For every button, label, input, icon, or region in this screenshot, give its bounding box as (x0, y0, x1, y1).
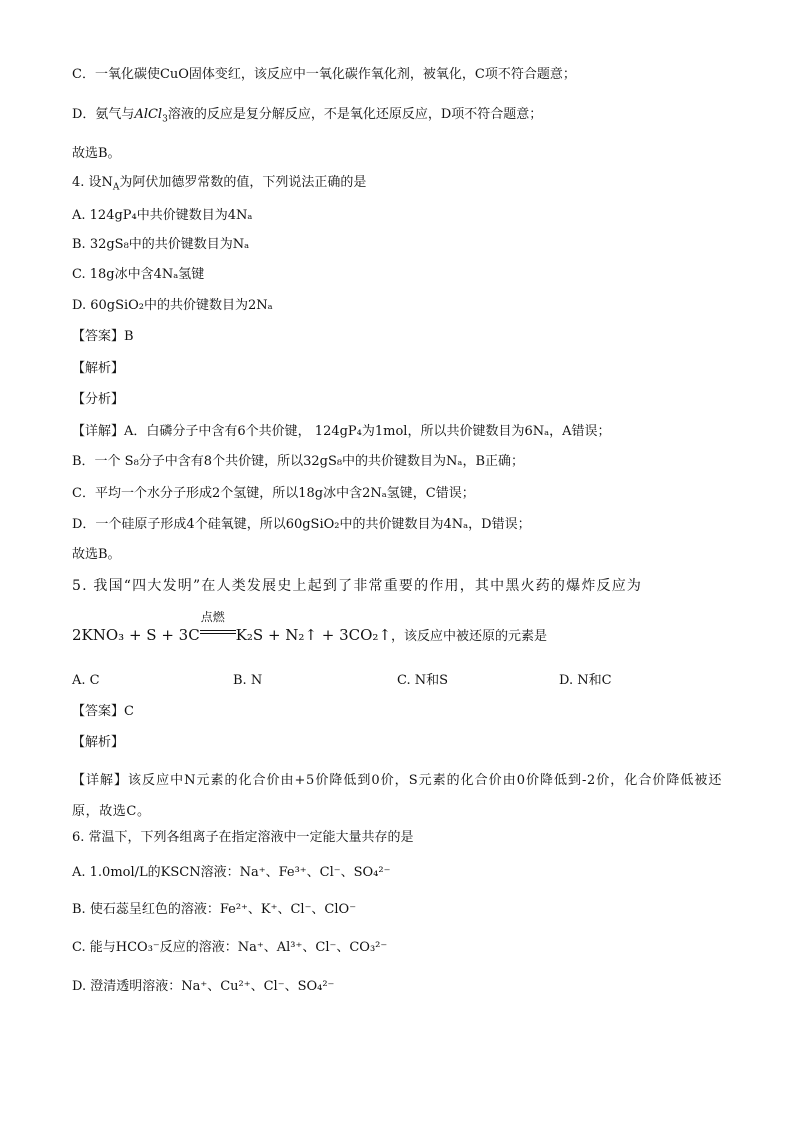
question-6-stem: 6. 常温下，下列各组离子在指定溶液中一定能大量共存的是 (72, 830, 414, 845)
reaction-arrow (200, 610, 236, 640)
subscript: A (112, 182, 120, 193)
subscript: 3 (162, 114, 168, 125)
explanation-line: 【详解】A．白磷分子中含有6个共价键， 124gP₄为1mol，所以共价键数目为6Nₐ，A错误； (72, 424, 611, 439)
text-line: 故选B。 (72, 547, 121, 562)
explanation-line: B．一个 S₈分子中含有8个共价键，所以32gS₈中的共价键数目为Nₐ，B正确； (72, 454, 524, 469)
analysis-label: 【分析】 (72, 392, 125, 407)
option-c: C. N和S (397, 673, 449, 688)
option-b: B. 使石蕊呈红色的溶液：Fe²⁺、K⁺、Cl⁻、ClO⁻ (72, 902, 357, 917)
option-d: D. 澄清透明溶液：Na⁺、Cu²⁺、Cl⁻、SO₄²⁻ (72, 979, 335, 994)
question-tail: ，该反应中被还原的元素是 (391, 629, 548, 644)
reaction-condition: 点燃 (200, 610, 225, 624)
explanation-line: D．一个硅原子形成4个硅氧键，所以60gSiO₂中的共价键数目为4Nₐ，D错误； (72, 517, 531, 532)
option-b: B. 32gS₈中的共价键数目为Nₐ (72, 237, 250, 252)
text-segment: 为阿伏加德罗常数的值，下列说法正确的是 (119, 175, 367, 190)
arrow-bar (200, 630, 236, 631)
answer-label: 【答案】B (72, 329, 134, 344)
text-segment: 溶液的反应是复分解反应，不是氧化还原反应，D项不符合题意； (167, 107, 543, 122)
option-a: A. C (72, 673, 100, 688)
options-row (72, 672, 722, 690)
option-a: A. 124gP₄中共价键数目为4Nₐ (72, 208, 253, 223)
question-5-stem: 5. 我国“四大发明”在人类发展史上起到了非常重要的作用，其中黑火药的爆炸反应为 (72, 578, 643, 594)
text-segment: 4. 设N (72, 175, 113, 190)
option-c: C. 18g冰中含4Nₐ氢键 (72, 267, 205, 282)
text-segment: D．氨气与 (72, 107, 135, 122)
text-line (72, 106, 542, 129)
answer-label: 【答案】C (72, 704, 134, 719)
explanation-line: C．平均一个水分子形成2个氢键，所以18g冰中含2Nₐ氢键，C错误； (72, 486, 475, 501)
analysis-label: 【解析】 (72, 735, 125, 750)
analysis-label: 【解析】 (72, 361, 125, 376)
reaction-equation (72, 610, 548, 646)
formula: AlCl (134, 107, 163, 122)
equation-right: K₂S + N₂↑ + 3CO₂↑ (235, 626, 392, 644)
option-c: C. 能与HCO₃⁻反应的溶液：Na⁺、Al³⁺、Cl⁻、CO₃²⁻ (72, 940, 388, 955)
text-line: C．一氧化碳使CuO固体变红，该反应中一氧化碳作氧化剂，被氧化，C项不符合题意； (72, 67, 576, 82)
explanation-paragraph: 【详解】该反应中N元素的化合价由+5价降低到0价，S元素的化合价由0价降低到-2价，化合价降低被还原，故选C。 (72, 773, 722, 819)
option-d: D. N和C (559, 673, 612, 688)
equation-left: 2KNO₃ + S + 3C (72, 626, 200, 644)
option-b: B. N (233, 673, 263, 688)
arrow-bar (200, 633, 236, 634)
option-d: D. 60gSiO₂中的共价键数目为2Nₐ (72, 298, 273, 313)
question-4-stem (72, 174, 366, 197)
text-line: 故选B。 (72, 146, 121, 161)
option-a: A. 1.0mol/L的KSCN溶液：Na⁺、Fe³⁺、Cl⁻、SO₄²⁻ (72, 865, 391, 880)
